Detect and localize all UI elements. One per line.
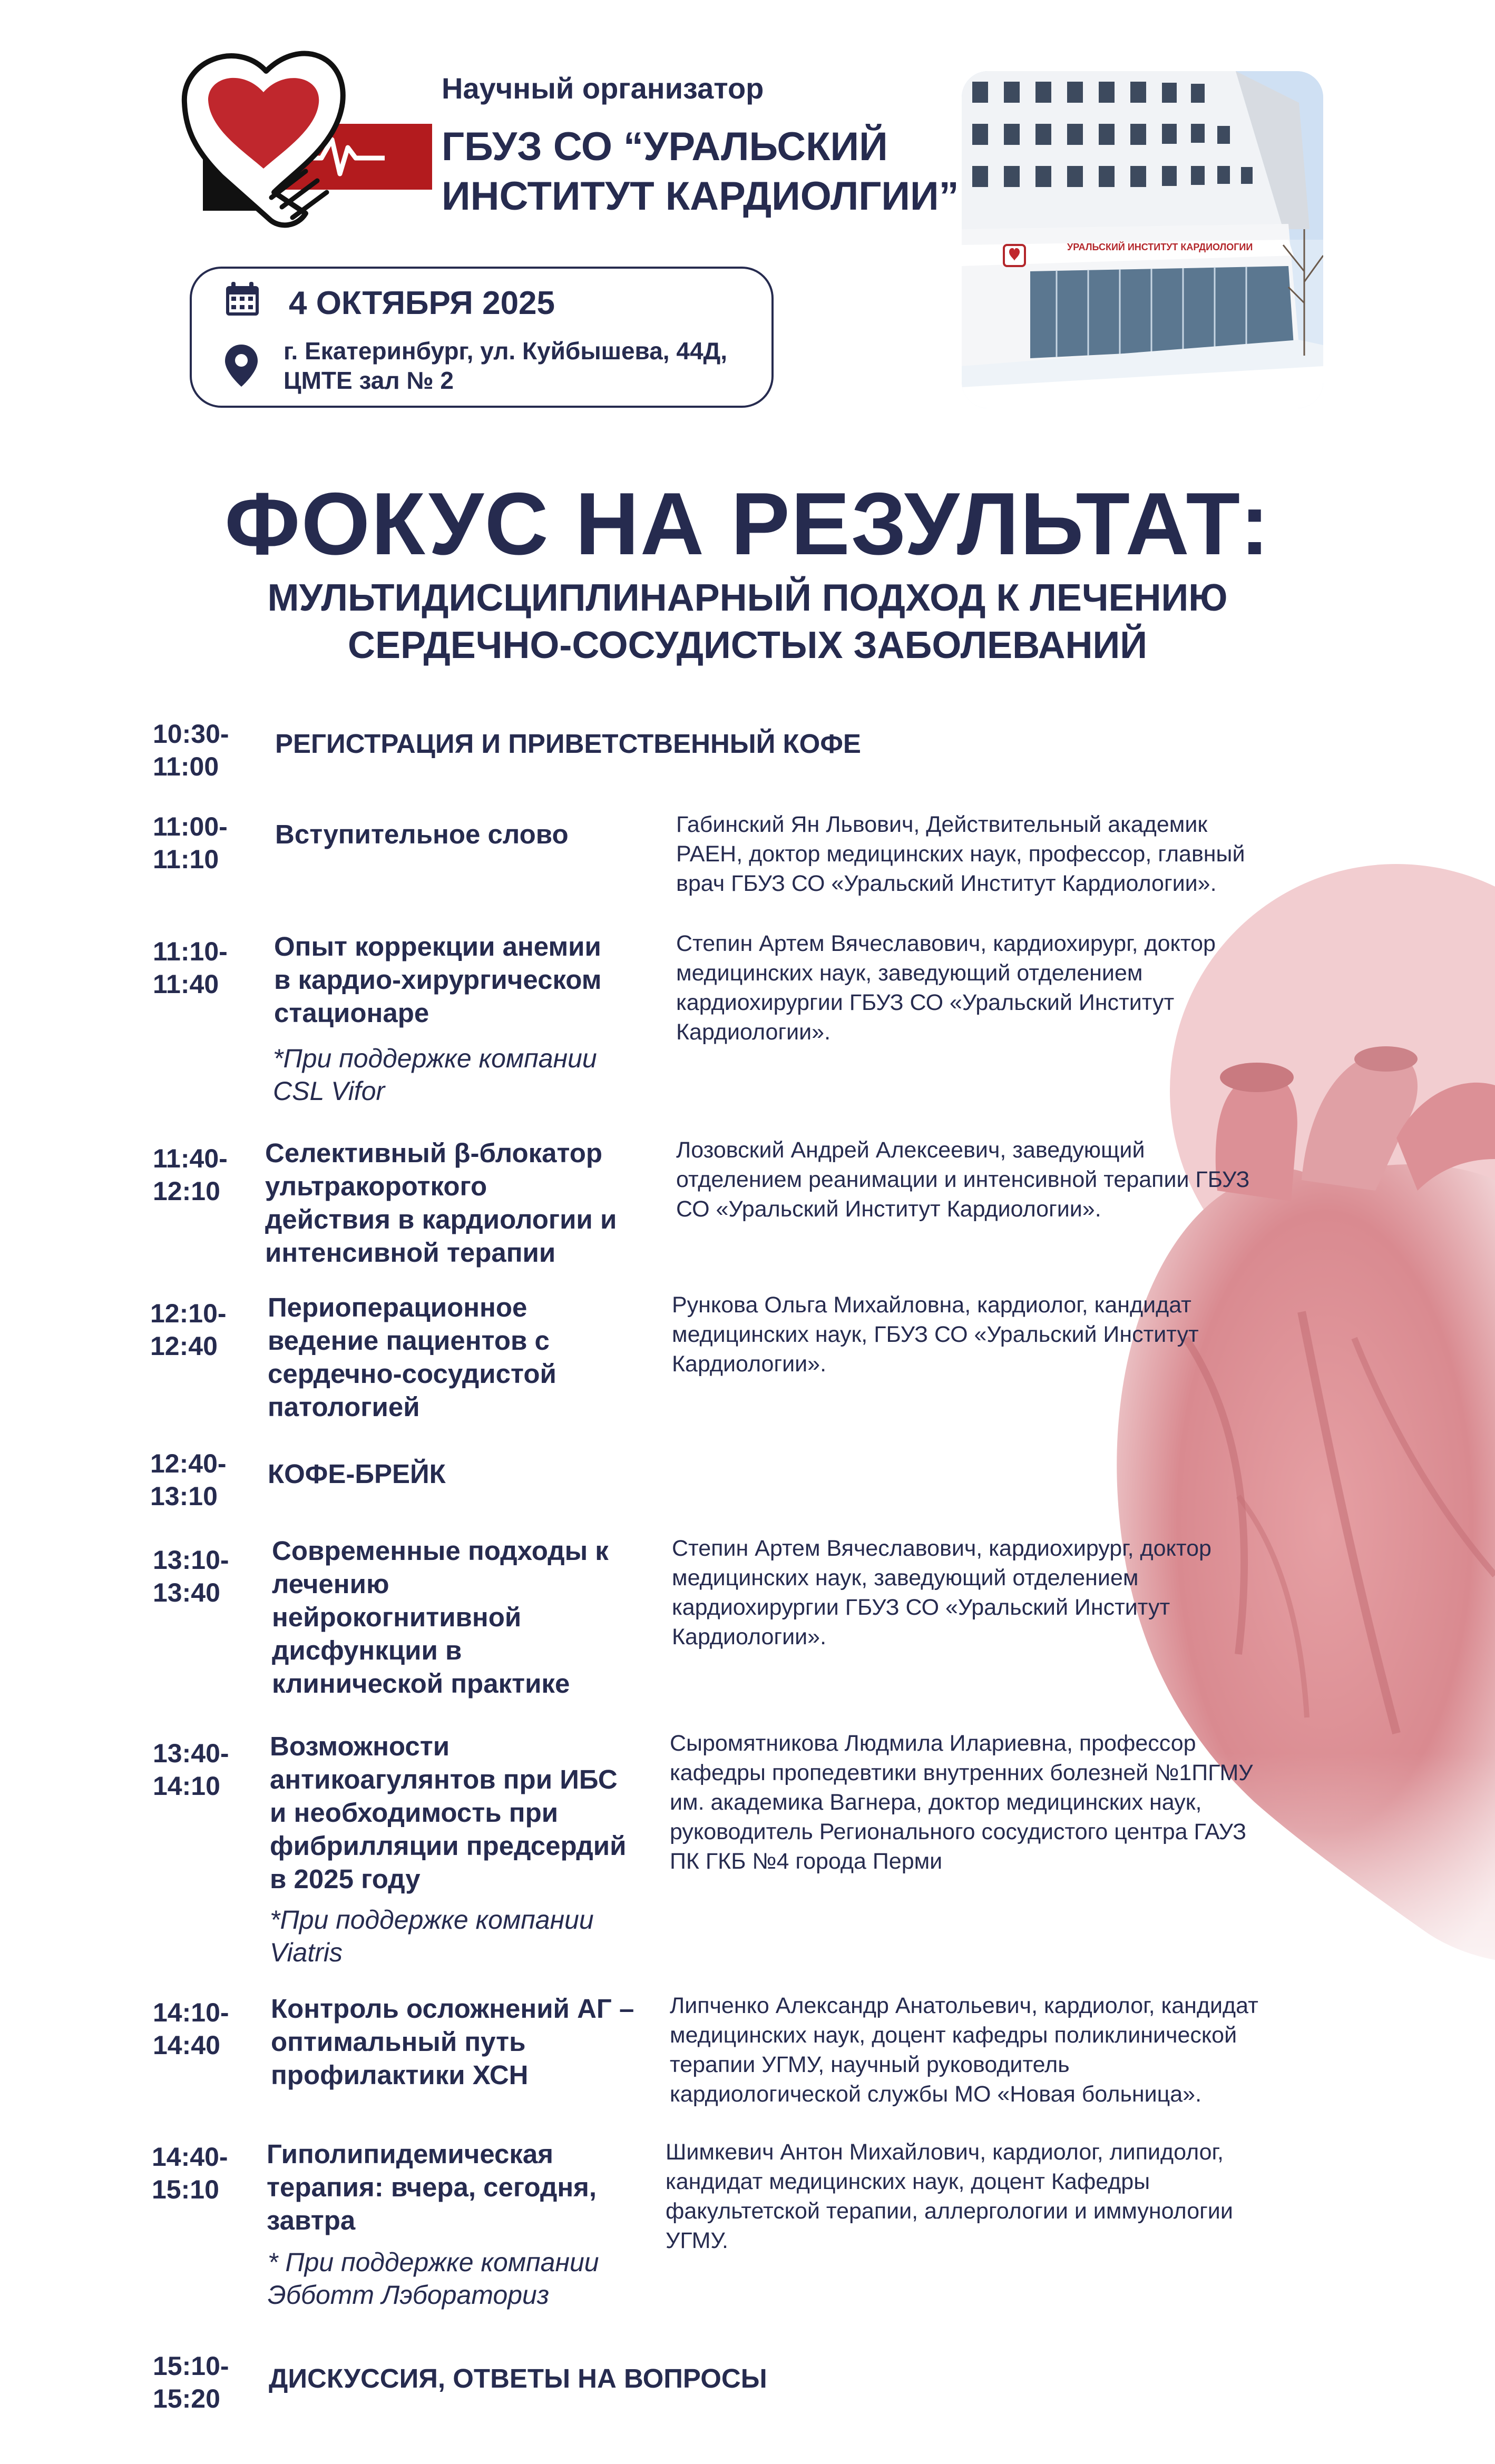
program-speaker: Лозовский Андрей Алексеевич, заведующий отделением реанимации и интенсивной терапии ГБУЗ СО «Уральский Институт Кардиологии». — [676, 1137, 1250, 1222]
calendar-icon — [224, 281, 261, 318]
program-time: 14:10- 14:40 — [153, 1998, 229, 2060]
program-time: 13:10- 13:40 — [153, 1545, 229, 1607]
program-speaker: Сыромятникова Людмила Илариевна, профессор кафедры пропедевтики внутренних болезней №1ПГМУ им. академика Вагнера, доктор медицинских наук, руководитель Регионального сосудистого центра ГАУЗ ПК ГКБ №4 города Перми — [670, 1731, 1253, 1874]
program-sponsor: * При поддержке компании Эбботт Лэбораториз — [268, 2247, 599, 2310]
program-topic: Периоперационное ведение пациентов с сердечно-сосудистой патологией — [268, 1292, 556, 1422]
program-time: 12:10- 12:40 — [150, 1299, 227, 1361]
program-topic: КОФЕ-БРЕЙК — [268, 1459, 446, 1489]
program-time: 14:40- 15:10 — [152, 2142, 228, 2204]
event-date: 4 ОКТЯБРЯ 2025 — [289, 285, 555, 321]
program-topic: Опыт коррекции анемии в кардио-хирургическом стационаре — [274, 931, 602, 1028]
program-speaker: Липченко Александр Анатольевич, кардиолог, кандидат медицинских наук, доцент кафедры поликлинической терапии УГМУ, научный руководитель кардиологической службы МО «Новая больница». — [670, 1993, 1258, 2107]
program-topic: Гиполипидемическая терапия: вчера, сегодня, завтра — [267, 2139, 597, 2235]
program-speaker: Габинский Ян Львович, Действительный академик РАЕН, доктор медицинских наук, профессор, главный врач ГБУЗ СО «Уральский Институт Кардиологии». — [676, 812, 1245, 896]
building-sign: УРАЛЬСКИЙ ИНСТИТУТ КАРДИОЛОГИИ — [1067, 242, 1253, 252]
program-speaker: Степин Артем Вячеславович, кардиохирург, доктор медицинских наук, заведующий отделением кардиохирургии ГБУЗ СО «Уральский Институт Кардиологии». — [672, 1536, 1211, 1650]
program-time: 15:10- 15:20 — [153, 2351, 229, 2413]
program-topic: Контроль осложнений АГ – оптимальный путь профилактики ХСН — [271, 1994, 634, 2090]
program-time: 10:30- 11:00 — [153, 719, 229, 781]
program-sponsor: *При поддержке компании CSL Vifor — [273, 1044, 597, 1106]
program-time: 11:40- 12:10 — [153, 1144, 228, 1206]
building-photo — [962, 71, 1323, 408]
program-topic: Вступительное слово — [275, 819, 569, 849]
institute-logo — [179, 40, 432, 234]
program-speaker: Шимкевич Антон Михайлович, кардиолог, липидолог, кандидат медицинских наук, доцент Кафедры факультетской терапии, аллергологии и иммунологии УГМУ. — [666, 2139, 1233, 2253]
location-pin-icon — [224, 343, 259, 388]
program-topic: Возможности антикоагулянтов при ИБС и необходимость при фибрилляции предсердий в 2025 году — [270, 1731, 627, 1894]
program-sponsor: *При поддержке компании Viatris — [270, 1905, 594, 1967]
page-subtitle: МУЛЬТИДИСЦИПЛИНАРНЫЙ ПОДХОД К ЛЕЧЕНИЮ СЕРДЕЧНО-СОСУДИСТЫХ ЗАБОЛЕВАНИЙ — [267, 577, 1228, 666]
program-speaker: Степин Артем Вячеславович, кардиохирург, доктор медицинских наук, заведующий отделением кардиохирургии ГБУЗ СО «Уральский Институт Кардиологии». — [676, 931, 1216, 1045]
page-title: ФОКУС НА РЕЗУЛЬТАТ: — [224, 474, 1271, 573]
program-time: 13:40- 14:10 — [153, 1739, 229, 1801]
program-topic: Селективный β-блокатор ультракороткого действия в кардиологии и интенсивной терапии — [265, 1138, 617, 1268]
program-topic: Современные подходы к лечению нейрокогнитивной дисфункции в клинической практике — [272, 1536, 609, 1699]
program-time: 11:00- 11:10 — [153, 812, 228, 874]
organizer-label: Научный организатор — [442, 72, 764, 105]
event-address: г. Екатеринбург, ул. Куйбышева, 44Д, ЦМТЕ зал № 2 — [284, 337, 728, 394]
program-topic: ДИСКУССИЯ, ОТВЕТЫ НА ВОПРОСЫ — [269, 2363, 767, 2393]
program-speaker: Рункова Ольга Михайловна, кардиолог, кандидат медицинских наук, ГБУЗ СО «Уральский Институт Кардиологии». — [672, 1292, 1199, 1377]
program-topic: РЕГИСТРАЦИЯ И ПРИВЕТСТВЕННЫЙ КОФЕ — [275, 729, 861, 759]
program-time: 11:10- 11:40 — [153, 937, 228, 999]
organizer-name: ГБУЗ СО “УРАЛЬСКИЙ ИНСТИТУТ КАРДИОЛГИИ” — [442, 124, 959, 219]
program-time: 12:40- 13:10 — [150, 1449, 227, 1511]
